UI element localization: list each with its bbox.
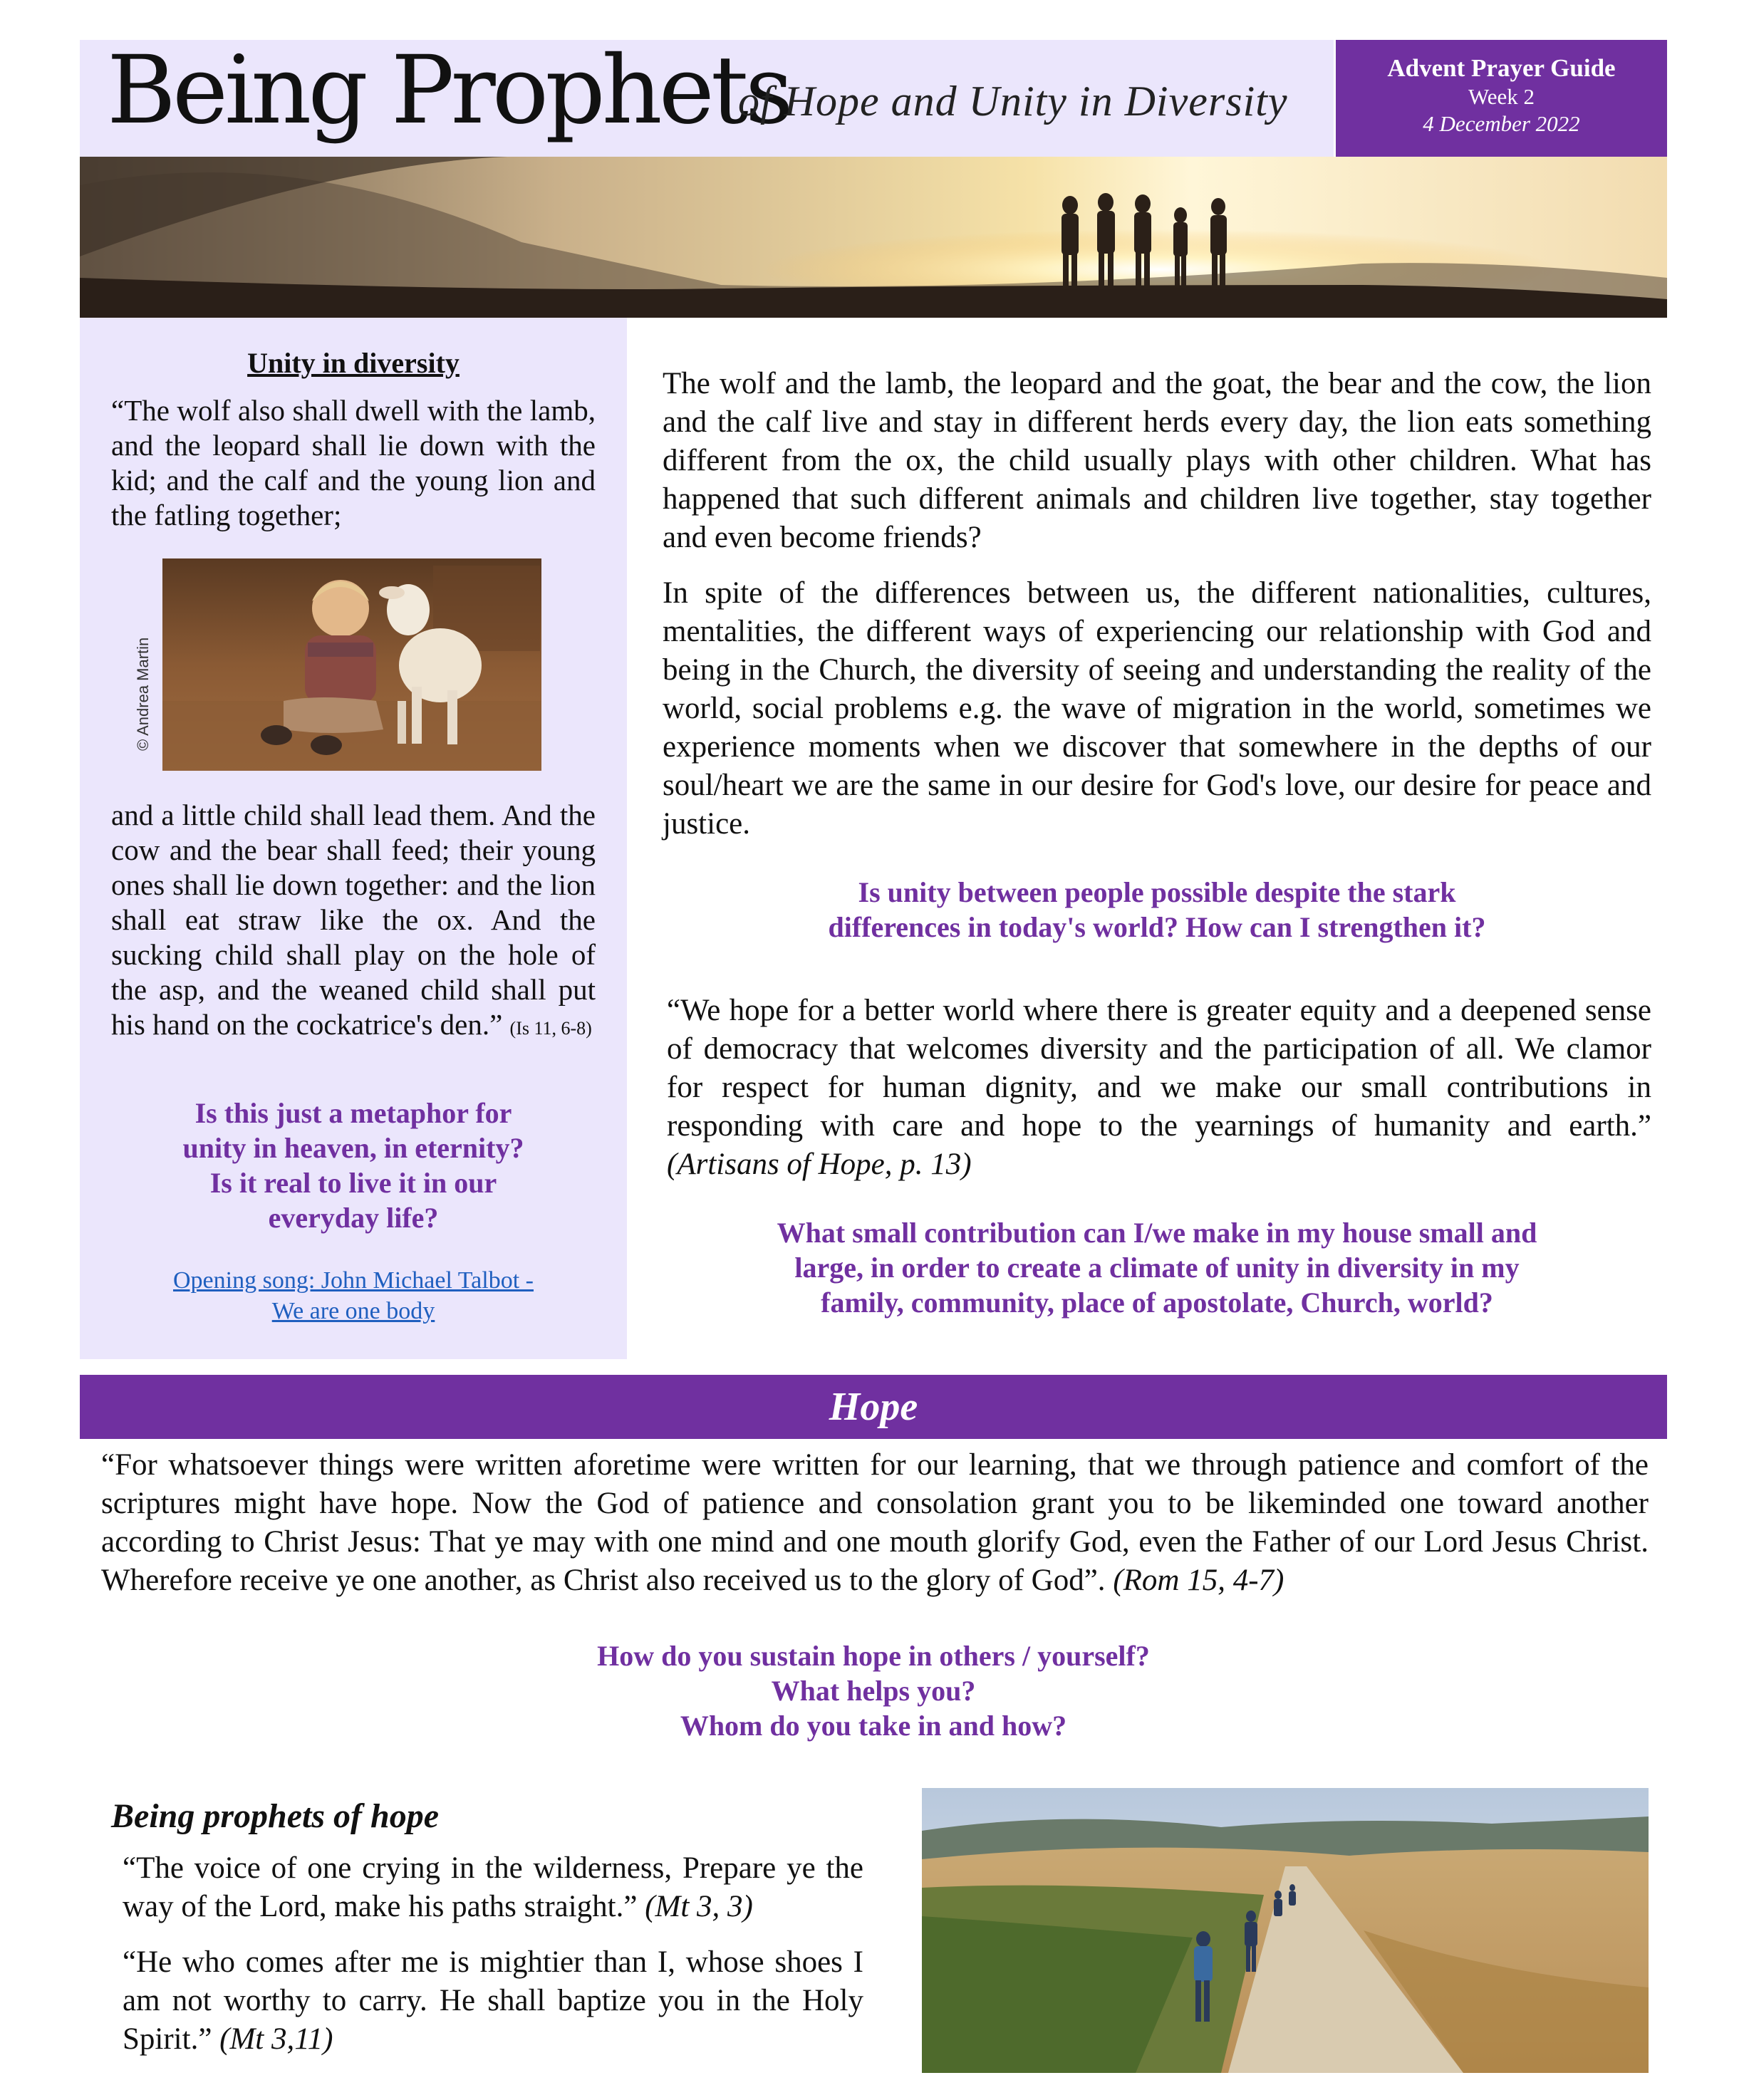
- hope-question-line: Whom do you take in and how?: [680, 1710, 1067, 1742]
- matthew-quote-2-text: “He who comes after me is mightier than I, whose shoes I am not worthy to carry. He shall baptize you in the Holy Spirit.”: [123, 1945, 863, 2056]
- right-paragraph-2: In spite of the differences between us, the different nationalities, cultures, mentalities, the different ways of experiencing our relationship with God and being in the Church, the diversity of seeing and understanding the reality of the world, social problems e.g. the wave of migration in the world, sometimes we experience moments when we discover that somewhere in the depths of our soul/heart we are the same in our desire for God's love, our desire for peace and justice.: [663, 576, 1651, 841]
- isaiah-citation: (Is 11, 6-8): [509, 1018, 592, 1039]
- song-link-line2[interactable]: We are one body: [271, 1298, 435, 1324]
- matthew-quote-2: [123, 1943, 863, 2059]
- hope-question-line: How do you sustain hope in others / yourself?: [597, 1640, 1150, 1672]
- question-line: What small contribution can I/we make in my house small and: [777, 1217, 1537, 1249]
- matthew-citation-2: (Mt 3,11): [219, 2022, 333, 2056]
- unity-heading: Unity in diversity: [247, 347, 460, 379]
- artisans-citation: (Artisans of Hope, p. 13): [667, 1148, 972, 1181]
- pilgrims-path-photo: [922, 1788, 1649, 2073]
- question-line: Is unity between people possible despite the stark: [858, 876, 1456, 908]
- matthew-citation-1: (Mt 3, 3): [645, 1890, 753, 1923]
- hope-section-title: Hope: [80, 1375, 1667, 1439]
- opening-song-link[interactable]: [80, 1265, 627, 1326]
- left-question-line: everyday life?: [268, 1202, 439, 1234]
- child-lamb-photo: [162, 558, 541, 771]
- isaiah-quote-part2: [111, 798, 596, 1046]
- left-question-line: unity in heaven, in eternity?: [182, 1132, 524, 1164]
- photo-credit: © Andrea Martin: [134, 637, 152, 751]
- right-reflection-question-2: [663, 1215, 1651, 1320]
- right-paragraph-1: The wolf and the lamb, the leopard and the goat, the bear and the cow, the lion and the calf live and stay in different herds every day, the lion eats something different from the ox, the child usually plays with other children. What has happened that such different animals and children live together, stay together and even become friends?: [663, 367, 1651, 554]
- romans-quote-text: “For whatsoever things were written aforetime were written for our learning, that we through patience and comfort of the scriptures might have hope. Now the God of patience and consolation grant you to be likeminded one toward another according to Christ Jesus: That ye may with one mind and one mouth glorify God, even the Father of our Lord Jesus Christ. Wherefore receive ye one another, as Christ also received us to the glory of God”.: [101, 1448, 1649, 1597]
- matthew-quote-1: [123, 1849, 863, 1926]
- guide-label: Advent Prayer Guide: [1387, 54, 1616, 82]
- prophets-heading: Being prophets of hope: [111, 1797, 440, 1835]
- romans-quote: [101, 1446, 1649, 1600]
- isaiah-quote-part2-text: and a little child shall lead them. And the cow and the bear shall feed; their young ones shall lie down together: and the lion shall eat straw like the ox. And the sucking child shall play on the hole of the asp, and the weaned child shall put his hand on the cockatrice's den.”: [111, 799, 596, 1041]
- page-title: Being Prophets: [107, 36, 790, 145]
- left-question-line: Is it real to live it in our: [209, 1167, 497, 1199]
- week-label: Week 2: [1468, 84, 1535, 109]
- artisans-quote-text: “We hope for a better world where there is greater equity and a deepened sense of democracy that welcomes diversity and the participation of all. We clamor for respect for human dignity, and we make our small contributions in responding with care and hope to the yearnings of humanity and earth.”: [667, 994, 1651, 1143]
- banner-sunset-image: [80, 157, 1667, 318]
- left-question-line: Is this just a metaphor for: [194, 1097, 512, 1129]
- page-subtitle: of Hope and Unity in Diversity: [738, 78, 1288, 125]
- guide-info-box: [1336, 40, 1667, 157]
- guide-date: 4 December 2022: [1423, 111, 1580, 136]
- question-line: differences in today's world? How can I strengthen it?: [828, 911, 1486, 943]
- question-line: large, in order to create a climate of unity in diversity in my: [794, 1252, 1520, 1284]
- isaiah-quote-part1: “The wolf also shall dwell with the lamb, and the leopard shall lie down with the kid; and the calf and the young lion and the fatling together;: [111, 394, 596, 531]
- romans-citation: (Rom 15, 4-7): [1113, 1564, 1284, 1597]
- song-link-line1[interactable]: Opening song: John Michael Talbot -: [173, 1267, 534, 1294]
- left-reflection-questions: [80, 1096, 627, 1235]
- hope-reflection-questions: [80, 1638, 1667, 1743]
- question-line: family, community, place of apostolate, Church, world?: [821, 1286, 1493, 1319]
- artisans-quote: [667, 992, 1651, 1184]
- right-reflection-question-1: [663, 875, 1651, 945]
- matthew-quote-1-text: “The voice of one crying in the wilderness, Prepare ye the way of the Lord, make his paths straight.”: [123, 1851, 863, 1923]
- hope-question-line: What helps you?: [771, 1675, 976, 1707]
